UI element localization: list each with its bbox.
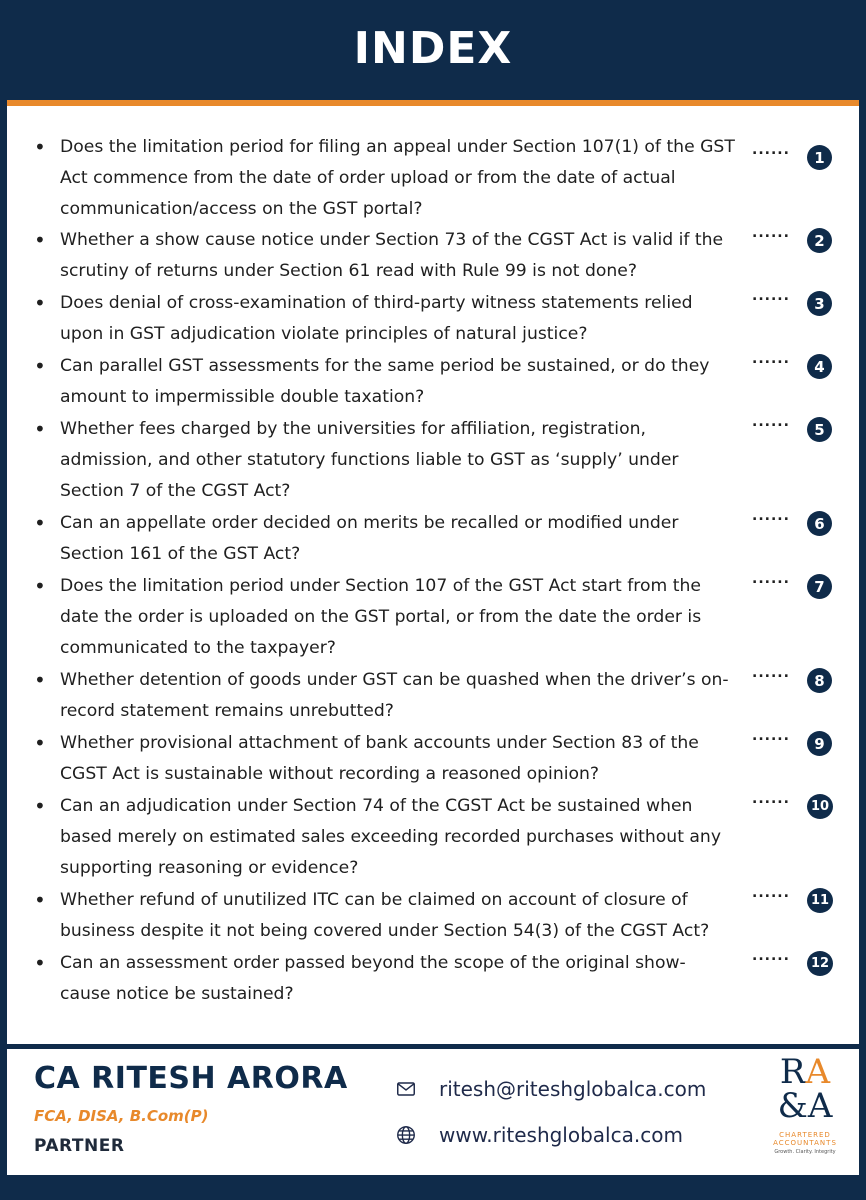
index-item (34, 414, 825, 507)
page-number-badge: 2 (807, 228, 832, 253)
right-border (859, 0, 866, 1200)
bullet-dot: • (34, 135, 46, 159)
index-item-text: Whether fees charged by the universities for affiliation, registration, admission, and other statutory functions liable to GST as ‘supply’ under Section 7 of the CGST Act? (60, 419, 679, 501)
page-number-badge: 8 (807, 668, 832, 693)
author-qualifications: FCA, DISA, B.Com(P) (34, 1107, 209, 1125)
bullet-dot: • (34, 228, 46, 252)
dot-leader: ...... (752, 225, 790, 241)
firm-logo (760, 1052, 850, 1173)
dot-leader: ...... (752, 728, 790, 744)
website-link[interactable]: www.riteshglobalca.com (439, 1123, 683, 1147)
header-accent-stripe (7, 100, 859, 106)
index-item-text: Whether refund of unutilized ITC can be claimed on account of closure of business despite it not being covered under Section 54(3) of the CGST Act? (60, 890, 710, 941)
dot-leader: ...... (752, 288, 790, 304)
index-item-text: Whether a show cause notice under Section 73 of the CGST Act is valid if the scrutiny of returns under Section 61 read with Rule 99 is not done? (60, 230, 724, 281)
dot-leader: ...... (752, 665, 790, 681)
logo-letter-a: A (805, 1052, 831, 1092)
footer (7, 1049, 859, 1175)
index-item-text: Does the limitation period under Section 107 of the GST Act start from the date the order is uploaded on the GST portal, or from the date the order is communicated to the taxpayer? (60, 576, 702, 658)
logo-letter-and-a: &A (777, 1086, 833, 1126)
index-item (34, 351, 825, 413)
index-item-text: Can an appellate order decided on merits be recalled or modified under Section 161 of the GST Act? (60, 513, 679, 564)
logo-letter-r: R (779, 1052, 806, 1092)
dot-leader: ...... (752, 571, 790, 587)
index-item (34, 571, 825, 664)
dot-leader: ...... (752, 791, 790, 807)
mail-icon (395, 1078, 417, 1100)
bullet-dot: • (34, 291, 46, 315)
index-item (34, 791, 830, 884)
dot-leader: ...... (752, 885, 790, 901)
index-item (34, 665, 825, 727)
bullet-dot: • (34, 668, 46, 692)
page-number-badge: 10 (807, 794, 833, 819)
globe-icon (395, 1124, 417, 1146)
dot-leader: ...... (752, 142, 790, 158)
header-banner (7, 0, 859, 100)
index-item (34, 728, 825, 790)
index-item (34, 885, 830, 947)
website-contact[interactable] (395, 1123, 683, 1147)
index-item (34, 132, 825, 225)
page-number-badge: 5 (807, 417, 832, 442)
bullet-dot: • (34, 511, 46, 535)
email-link[interactable]: ritesh@riteshglobalca.com (439, 1077, 707, 1101)
index-item (34, 948, 830, 1010)
index-item-text: Whether detention of goods under GST can be quashed when the driver’s on-record statement remains unrebutted? (60, 670, 729, 721)
email-contact[interactable] (395, 1077, 706, 1101)
dot-leader: ...... (752, 414, 790, 430)
footer-bottom-bar (0, 1175, 866, 1200)
author-role: PARTNER (34, 1136, 125, 1156)
index-item (34, 225, 825, 287)
bullet-dot: • (34, 731, 46, 755)
author-name: CA RITESH ARORA (34, 1061, 348, 1096)
logo-mark (760, 1052, 850, 1126)
bullet-dot: • (34, 794, 46, 818)
index-item-text: Does the limitation period for filing an appeal under Section 107(1) of the GST Act commence from the date of order upload or from the date of actual communication/access on the GST portal? (60, 137, 735, 219)
index-item-text: Can an assessment order passed beyond the scope of the original show-cause notice be sustained? (60, 953, 686, 1004)
bullet-dot: • (34, 951, 46, 975)
page-number-badge: 3 (807, 291, 832, 316)
index-item-text: Whether provisional attachment of bank accounts under Section 83 of the CGST Act is sustainable without recording a reasoned opinion? (60, 733, 699, 784)
bullet-dot: • (34, 354, 46, 378)
left-border (0, 0, 7, 1200)
bullet-dot: • (34, 888, 46, 912)
page-number-badge: 6 (807, 511, 832, 536)
dot-leader: ...... (752, 508, 790, 524)
page-number-badge: 1 (807, 145, 832, 170)
page-number-badge: 12 (807, 951, 833, 976)
dot-leader: ...... (752, 948, 790, 964)
bullet-dot: • (34, 574, 46, 598)
page-number-badge: 7 (807, 574, 832, 599)
page-number-badge: 4 (807, 354, 832, 379)
page-number-badge: 11 (807, 888, 833, 913)
index-item-text: Does denial of cross-examination of third-party witness statements relied upon in GST adjudication violate principles of natural justice? (60, 293, 693, 344)
page-number-badge: 9 (807, 731, 832, 756)
index-item (34, 288, 825, 350)
page-title: INDEX (353, 22, 513, 74)
dot-leader: ...... (752, 351, 790, 367)
index-item-text: Can parallel GST assessments for the same period be sustained, or do they amount to impermissible double taxation? (60, 356, 710, 407)
index-item (34, 508, 825, 570)
index-item-text: Can an adjudication under Section 74 of the CGST Act be sustained when based merely on estimated sales exceeding recorded purchases without any supporting reasoning or evidence? (60, 796, 721, 878)
logo-motto: Growth. Clarity. Integrity (774, 1149, 836, 1155)
logo-tagline: CHARTERED ACCOUNTANTS (773, 1131, 837, 1147)
bullet-dot: • (34, 417, 46, 441)
